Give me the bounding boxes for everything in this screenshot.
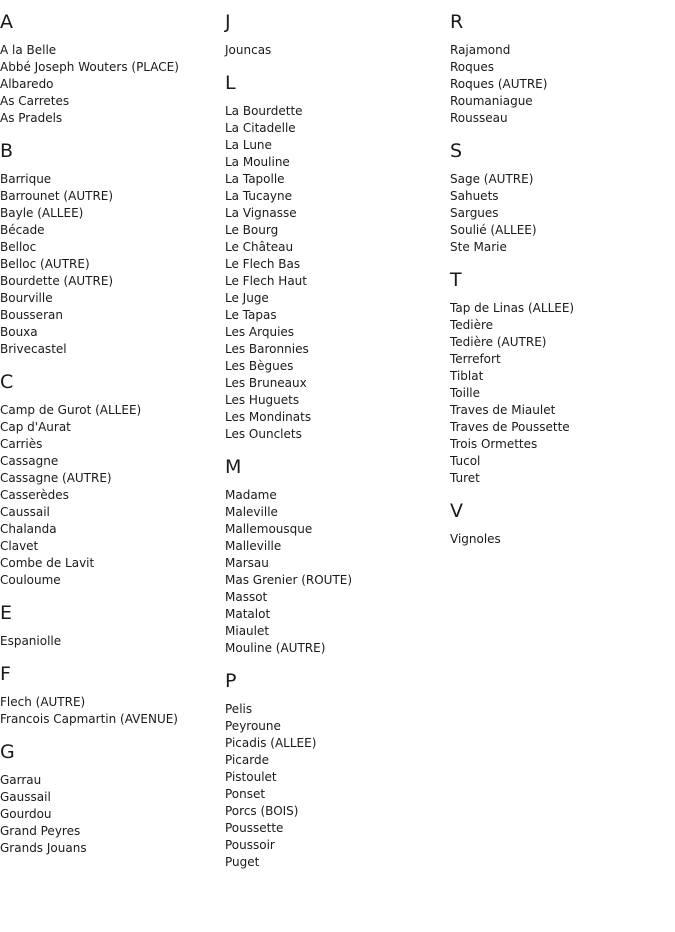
street-name: Mallemousque [225,522,313,536]
street-name: Matalot [225,607,271,621]
street-name: Le Flech Haut [225,274,307,288]
street-list [225,42,450,59]
street-name: Sage (AUTRE) [450,172,534,186]
street-name: Belloc [0,240,37,254]
street-name: Rousseau [450,111,508,125]
street-name: Bousseran [0,308,63,322]
street-name: Malleville [225,539,282,553]
letter-section [450,489,675,548]
street-name: Cassagne [0,454,59,468]
street-name: Poussette [225,821,284,835]
street-list [225,487,450,657]
street-list [225,701,450,871]
street-name: Picarde [225,753,269,767]
section-letter-heading: E [0,602,13,624]
street-name: La Lune [225,138,272,152]
section-letter-heading: B [0,140,14,162]
street-name: Francois Capmartin (AVENUE) [0,712,178,726]
letter-section [0,591,225,650]
street-name: Marsau [225,556,269,570]
letter-section [0,360,225,589]
street-name: Gourdou [0,807,52,821]
street-name: Tedière [450,318,494,332]
street-name: Brivecastel [0,342,67,356]
street-name: Jouncas [225,43,272,57]
street-list [0,42,225,127]
street-name: Pistoulet [225,770,277,784]
letter-section [450,0,675,127]
street-name: Le Bourg [225,223,279,237]
section-letter-heading: A [0,11,13,33]
street-name: Puget [225,855,260,869]
street-list [450,171,675,256]
letter-section [225,61,450,443]
street-name: Mas Grenier (ROUTE) [225,573,353,587]
section-letter-heading: M [225,456,242,478]
street-name: Pelis [225,702,253,716]
street-list [450,531,675,548]
street-name: Combe de Lavit [0,556,95,570]
street-name: Sargues [450,206,499,220]
street-name: Le Tapas [225,308,277,322]
street-name: Couloume [0,573,61,587]
street-name: La Mouline [225,155,290,169]
street-name: Vignoles [450,532,501,546]
street-list [0,772,225,857]
street-name: Flech (AUTRE) [0,695,86,709]
street-name: La Tucayne [225,189,293,203]
street-name: Bécade [0,223,45,237]
street-name: Terrefort [450,352,501,366]
section-letter-heading: J [225,11,231,33]
street-name: Les Baronnies [225,342,309,356]
street-name: Bouxa [0,325,38,339]
section-letter-heading: T [450,269,462,291]
street-name: Les Mondinats [225,410,312,424]
street-name: Tiblat [450,369,484,383]
street-name: Barrique [0,172,52,186]
street-name: La Tapolle [225,172,285,186]
index-column-1 [0,0,225,857]
street-name: Madame [225,488,277,502]
street-name: Les Arquies [225,325,295,339]
letter-section [225,659,450,871]
street-name: La Citadelle [225,121,296,135]
street-list [225,103,450,443]
street-name: Traves de Poussette [450,420,570,434]
letter-section [450,258,675,487]
street-name: As Carretes [0,94,70,108]
street-name: Bourdette (AUTRE) [0,274,114,288]
street-name: Barrounet (AUTRE) [0,189,114,203]
section-letter-heading: P [225,670,237,692]
street-name: Albaredo [0,77,54,91]
street-name: Bayle (ALLEE) [0,206,84,220]
street-name: Clavet [0,539,39,553]
letter-section [0,129,225,358]
section-letter-heading: R [450,11,464,33]
street-list [450,42,675,127]
street-list [0,171,225,358]
street-name: Mouline (AUTRE) [225,641,326,655]
street-name: A la Belle [0,43,57,57]
street-name: Rajamond [450,43,511,57]
street-name: Porcs (BOIS) [225,804,299,818]
index-column-2 [225,0,450,871]
section-letter-heading: S [450,140,463,162]
street-name: Roques [450,60,494,74]
street-list [0,694,225,728]
section-letter-heading: V [450,500,463,522]
letter-section [225,0,450,59]
street-name: Massot [225,590,268,604]
letter-section [0,730,225,857]
section-letter-heading: L [225,72,236,94]
street-name: Maleville [225,505,278,519]
street-name: Peyroune [225,719,281,733]
street-name: Gaussail [0,790,51,804]
street-name: Les Bruneaux [225,376,307,390]
street-name: Cap d'Aurat [0,420,71,434]
street-name: Garrau [0,773,42,787]
letter-section [0,0,225,127]
street-name: Tedière (AUTRE) [450,335,547,349]
street-name: Sahuets [450,189,499,203]
street-list [450,300,675,487]
street-name: Espaniolle [0,634,62,648]
street-name: Carriès [0,437,43,451]
street-name: Les Huguets [225,393,300,407]
street-list [0,402,225,589]
street-name: Cassagne (AUTRE) [0,471,112,485]
street-name: Belloc (AUTRE) [0,257,90,271]
street-name: Caussail [0,505,50,519]
street-name: La Bourdette [225,104,303,118]
street-name: Le Juge [225,291,269,305]
street-name: Traves de Miaulet [450,403,556,417]
street-name: Abbé Joseph Wouters (PLACE) [0,60,179,74]
section-letter-heading: C [0,371,14,393]
street-name: Grand Peyres [0,824,81,838]
section-letter-heading: F [0,663,11,685]
street-name: Les Bègues [225,359,294,373]
street-name: Turet [450,471,480,485]
street-name: Tap de Linas (ALLEE) [450,301,575,315]
street-name: Ponset [225,787,266,801]
letter-section [450,129,675,256]
street-name: Roumaniague [450,94,533,108]
street-name: Les Ounclets [225,427,302,441]
street-name: Bourville [0,291,53,305]
street-name: Chalanda [0,522,57,536]
street-name: Toille [450,386,481,400]
street-name: Camp de Gurot (ALLEE) [0,403,142,417]
street-name: Poussoir [225,838,275,852]
street-name: Picadis (ALLEE) [225,736,317,750]
street-list [0,633,225,650]
letter-section [0,652,225,728]
street-name: Trois Ormettes [450,437,538,451]
street-name: Tucol [450,454,481,468]
street-name: Le Flech Bas [225,257,301,271]
street-name: As Pradels [0,111,63,125]
index-column-3 [450,0,675,548]
section-letter-heading: G [0,741,15,763]
street-name: Soulié (ALLEE) [450,223,537,237]
street-name: Grands Jouans [0,841,87,855]
street-name: Casserèdes [0,488,69,502]
letter-section [225,445,450,657]
street-name: Roques (AUTRE) [450,77,548,91]
street-name: Le Château [225,240,294,254]
street-name: La Vignasse [225,206,297,220]
street-name: Miaulet [225,624,270,638]
street-name: Ste Marie [450,240,507,254]
